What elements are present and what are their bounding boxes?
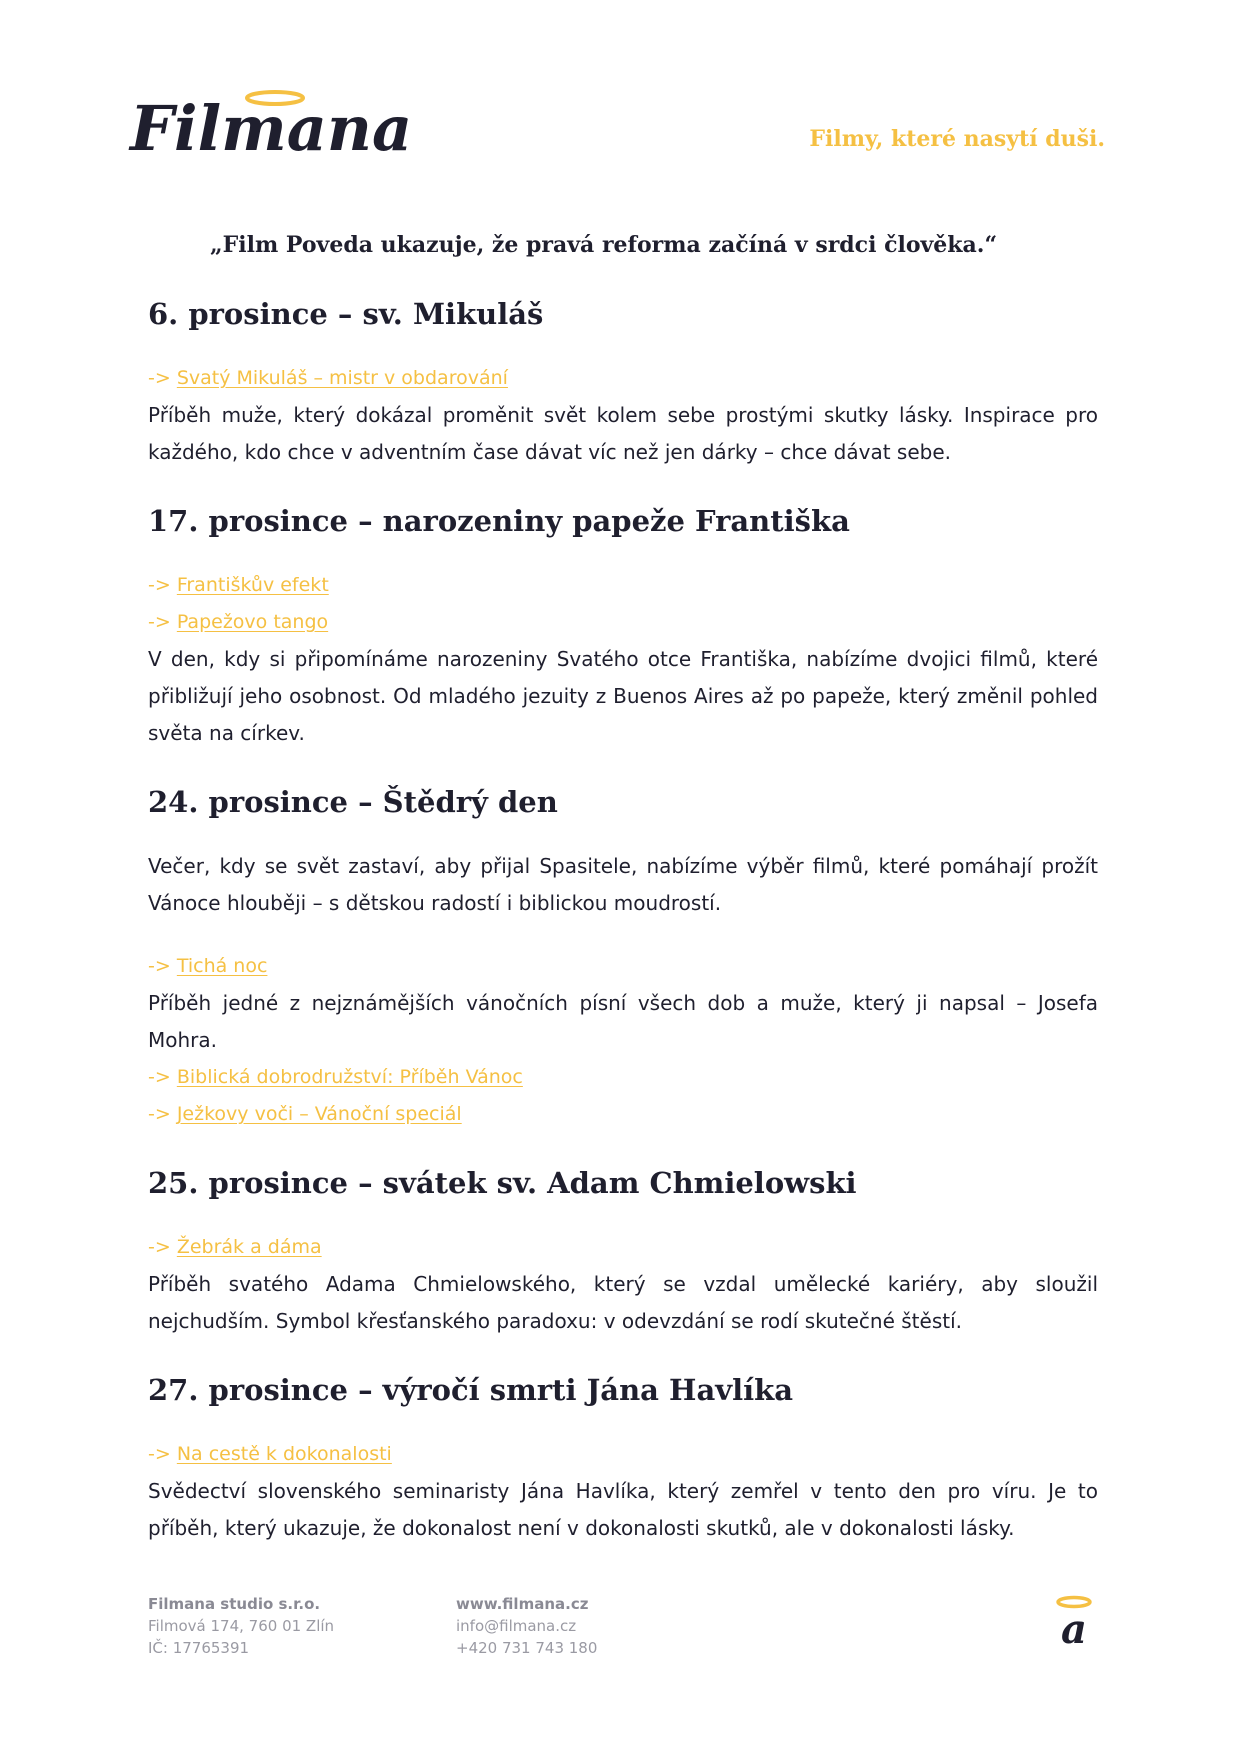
link-frantiskuv-efekt[interactable]: Františkův efekt xyxy=(176,574,329,596)
section-mikulas xyxy=(148,294,1098,471)
link-row xyxy=(148,1229,1098,1266)
filmana-logo[interactable] xyxy=(130,78,413,168)
arrow: -> xyxy=(148,1443,171,1465)
link-svaty-mikulas[interactable]: Svatý Mikuláš – mistr v obdarování xyxy=(176,367,508,389)
section-body: V den, kdy si připomínáme narozeniny Svatého otce Františka, nabízíme dvojici filmů, které přibližují jeho osobnost. Od mladého jezuity z Buenos Aires až po papeže, který změnil pohled světa na církev. xyxy=(148,647,1098,745)
section-title: 25. prosince – svátek sv. Adam Chmielowski xyxy=(148,1166,857,1200)
link-ticha-noc[interactable]: Tichá noc xyxy=(176,955,268,977)
arrow: -> xyxy=(148,574,171,596)
section-frantisek xyxy=(148,501,1098,752)
section-intro: Večer, kdy se svět zastaví, aby přijal Spasitele, nabízíme výběr filmů, které pomáhají prožít Vánoce hlouběji – s dětskou radostí i biblickou moudrostí. xyxy=(148,854,1098,915)
company-name: Filmana studio s.r.o. xyxy=(148,1595,321,1613)
arrow: -> xyxy=(148,1103,171,1125)
section-body: Svědectví slovenského seminaristy Jána Havlíka, který zemřel v tento den pro víru. Je to příběh, který ukazuje, že dokonalost není v dokonalosti skutků, ale v dokonalosti lásky. xyxy=(148,1479,1098,1540)
section-stedry-den xyxy=(148,782,1098,1133)
link-row xyxy=(148,604,1098,641)
section-title: 24. prosince – Štědrý den xyxy=(148,785,558,819)
phone-number: +420 731 743 180 xyxy=(456,1639,598,1657)
section-havlik xyxy=(148,1370,1098,1547)
arrow: -> xyxy=(148,611,171,633)
mark-letter: a xyxy=(1061,1606,1087,1653)
arrow: -> xyxy=(148,1066,171,1088)
main-content xyxy=(148,232,1098,1547)
email-link[interactable]: info@filmana.cz xyxy=(456,1617,577,1635)
arrow: -> xyxy=(148,367,171,389)
footer-contact-info xyxy=(456,1593,597,1659)
filmana-mark-icon xyxy=(1050,1593,1098,1653)
link-row xyxy=(148,1436,1098,1473)
quote: „Film Poveda ukazuje, že pravá reforma začíná v srdci člověka.“ xyxy=(210,232,998,258)
footer xyxy=(148,1593,1098,1673)
section-title: 6. prosince – sv. Mikuláš xyxy=(148,297,544,331)
arrow: -> xyxy=(148,1236,171,1258)
link-na-ceste-k-dokonalosti[interactable]: Na cestě k dokonalosti xyxy=(176,1443,392,1465)
section-body: Příběh svatého Adama Chmielowského, který se vzdal umělecké kariéry, aby sloužil nejchudším. Symbol křesťanského paradoxu: v odevzdání se rodí skutečné štěstí. xyxy=(148,1272,1098,1333)
link-row xyxy=(148,567,1098,604)
company-address: Filmová 174, 760 01 Zlín xyxy=(148,1617,335,1635)
footer-company-info xyxy=(148,1593,334,1659)
link-papezovo-tango[interactable]: Papežovo tango xyxy=(176,611,329,633)
link-row xyxy=(148,1096,1098,1133)
section-body: Příběh muže, který dokázal proměnit svět kolem sebe prostými skutky lásky. Inspirace pro každého, kdo chce v adventním čase dávat víc než jen dárky – chce dávat sebe. xyxy=(148,403,1098,464)
section-body: Příběh jedné z nejznámějších vánočních písní všech dob a muže, který ji napsal – Josefa Mohra. xyxy=(148,991,1098,1052)
section-chmielowski xyxy=(148,1163,1098,1340)
link-row xyxy=(148,360,1098,397)
link-jezkovy-voci[interactable]: Ježkovy voči – Vánoční speciál xyxy=(176,1103,462,1125)
link-row xyxy=(148,948,1098,985)
arrow: -> xyxy=(148,955,171,977)
section-title: 27. prosince – výročí smrti Jána Havlíka xyxy=(148,1373,794,1407)
section-title: 17. prosince – narozeniny papeže Františka xyxy=(148,504,850,538)
link-biblicka-dobrodruzstvi[interactable]: Biblická dobrodružství: Příběh Vánoc xyxy=(176,1066,523,1088)
tagline: Filmy, které nasytí duši. xyxy=(809,126,1105,152)
link-zebrak-a-dama[interactable]: Žebrák a dáma xyxy=(176,1236,322,1258)
website-link[interactable]: www.filmana.cz xyxy=(456,1595,589,1613)
logo-wordmark: Filmana xyxy=(130,92,413,165)
link-row xyxy=(148,1059,1098,1096)
company-ic: IČ: 17765391 xyxy=(148,1639,250,1657)
